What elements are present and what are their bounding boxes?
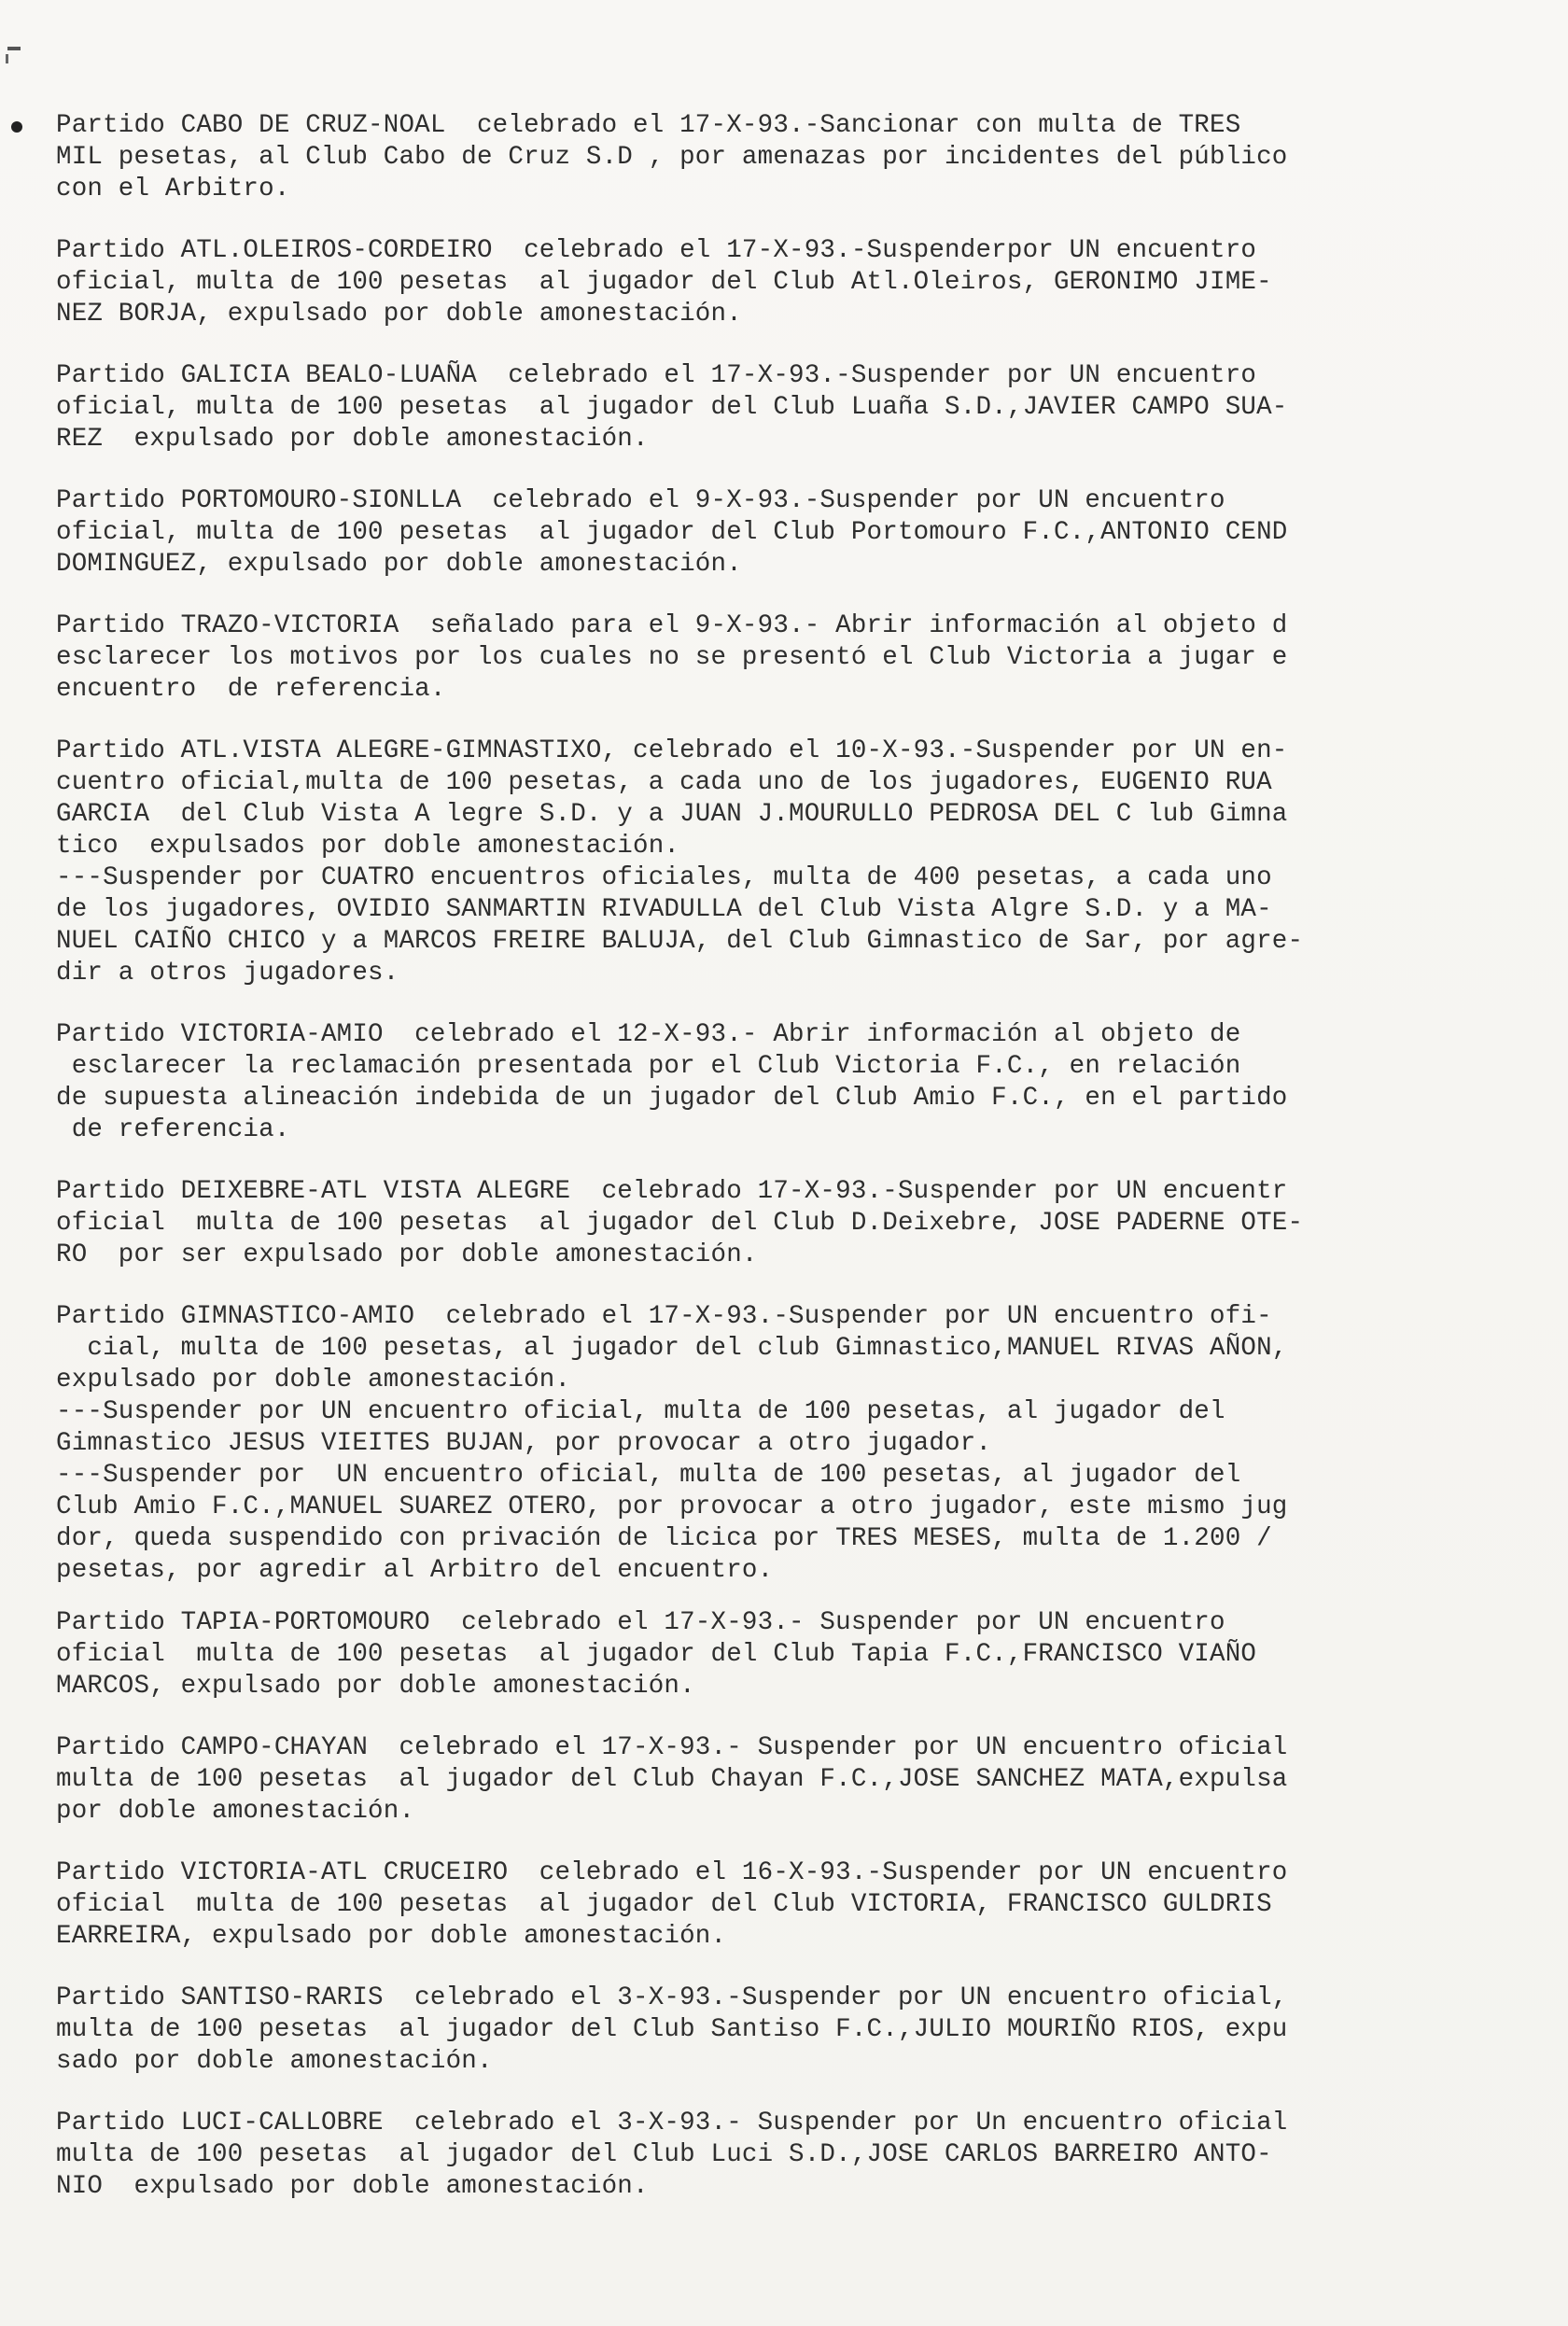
entry-line: Partido TAPIA-PORTOMOURO celebrado el 17-X-93.- Suspender por UN encuentro xyxy=(56,1608,1225,1637)
resolution-entry xyxy=(56,360,1493,455)
resolution-entry xyxy=(56,1019,1493,1146)
resolution-entry xyxy=(56,1732,1493,1828)
entry-line: Partido VICTORIA-AMIO celebrado el 12-X-93.- Abrir información al objeto de xyxy=(56,1020,1241,1049)
resolution-entry xyxy=(56,1301,1493,1587)
entry-line: encuentro de referencia. xyxy=(56,675,446,704)
entry-line: Partido ATL.VISTA ALEGRE-GIMNASTIXO, celebrado el 10-X-93.-Suspender por UN en- xyxy=(56,736,1288,765)
entry-line: Partido LUCI-CALLOBRE celebrado el 3-X-93.- Suspender por Un encuentro oficial xyxy=(56,2109,1288,2137)
entry-line: REZ expulsado por doble amonestación. xyxy=(56,425,649,454)
bullet-mark xyxy=(11,121,22,133)
entry-line: oficial, multa de 100 pesetas al jugador del Club Atl.Oleiros, GERONIMO JIME- xyxy=(56,268,1272,297)
entry-line: cial, multa de 100 pesetas, al jugador del club Gimnastico,MANUEL RIVAS AÑON, xyxy=(56,1334,1288,1363)
resolution-entry xyxy=(56,485,1493,581)
entry-line: Partido ATL.OLEIROS-CORDEIRO celebrado el 17-X-93.-Suspenderpor UN encuentro xyxy=(56,236,1257,265)
entry-line: tico expulsados por doble amonestación. xyxy=(56,832,680,861)
entry-line: Partido VICTORIA-ATL CRUCEIRO celebrado el 16-X-93.-Suspender por UN encuentro xyxy=(56,1858,1288,1887)
entry-line: ---Suspender por UN encuentro oficial, multa de 100 pesetas, al jugador del xyxy=(56,1461,1241,1490)
entry-line: esclarecer los motivos por los cuales no se presentó el Club Victoria a jugar e xyxy=(56,643,1288,672)
entry-line: Partido GALICIA BEALO-LUAÑA celebrado el 17-X-93.-Suspender por UN encuentro xyxy=(56,361,1257,390)
entry-line: ---Suspender por UN encuentro oficial, multa de 100 pesetas, al jugador del xyxy=(56,1397,1225,1426)
entry-line: MARCOS, expulsado por doble amonestación. xyxy=(56,1672,695,1701)
entry-line: oficial multa de 100 pesetas al jugador del Club VICTORIA, FRANCISCO GULDRIS xyxy=(56,1890,1272,1919)
entry-line: Partido CABO DE CRUZ-NOAL celebrado el 17-X-93.-Sancionar con multa de TRES xyxy=(56,111,1241,140)
entry-line: NEZ BORJA, expulsado por doble amonestación. xyxy=(56,300,742,329)
margin-tick xyxy=(6,54,8,63)
typewritten-page xyxy=(56,110,1493,2233)
entry-line: NUEL CAIÑO CHICO y a MARCOS FREIRE BALUJA, del Club Gimnastico de Sar, por agre- xyxy=(56,927,1304,956)
entry-line: MIL pesetas, al Club Cabo de Cruz S.D , por amenazas por incidentes del público xyxy=(56,143,1288,172)
entry-line: de los jugadores, OVIDIO SANMARTIN RIVADULLA del Club Vista Algre S.D. y a MA- xyxy=(56,895,1272,924)
entry-line: Gimnastico JESUS VIEITES BUJAN, por provocar a otro jugador. xyxy=(56,1429,992,1458)
resolution-entry xyxy=(56,610,1493,706)
entry-line: multa de 100 pesetas al jugador del Club Chayan F.C.,JOSE SANCHEZ MATA,expulsa xyxy=(56,1765,1288,1794)
entry-line: Partido DEIXEBRE-ATL VISTA ALEGRE celebrado 17-X-93.-Suspender por UN encuentr xyxy=(56,1177,1288,1206)
entry-line: Partido CAMPO-CHAYAN celebrado el 17-X-93.- Suspender por UN encuentro oficial xyxy=(56,1733,1288,1762)
entry-line: oficial, multa de 100 pesetas al jugador del Club Portomouro F.C.,ANTONIO CEND xyxy=(56,518,1288,547)
entry-line: de supuesta alineación indebida de un jugador del Club Amio F.C., en el partido xyxy=(56,1084,1288,1113)
resolution-entry xyxy=(56,736,1493,989)
entry-line: oficial multa de 100 pesetas al jugador del Club D.Deixebre, JOSE PADERNE OTE- xyxy=(56,1209,1304,1238)
entry-line: de referencia. xyxy=(56,1115,290,1144)
entry-line: oficial, multa de 100 pesetas al jugador del Club Luaña S.D.,JAVIER CAMPO SUA- xyxy=(56,393,1288,422)
resolution-entry xyxy=(56,1607,1493,1702)
resolution-entry xyxy=(56,1176,1493,1271)
entry-line: dir a otros jugadores. xyxy=(56,959,399,988)
entry-line: Partido SANTISO-RARIS celebrado el 3-X-93.-Suspender por UN encuentro oficial, xyxy=(56,1983,1288,2012)
entry-line: esclarecer la reclamación presentada por el Club Victoria F.C., en relación xyxy=(56,1052,1241,1081)
entry-line: cuentro oficial,multa de 100 pesetas, a cada uno de los jugadores, EUGENIO RUA xyxy=(56,768,1272,797)
entry-line: RO por ser expulsado por doble amonestación. xyxy=(56,1240,758,1269)
resolution-entry xyxy=(56,2108,1493,2203)
margin-dash xyxy=(7,47,21,50)
entry-line: pesetas, por agredir al Arbitro del encuentro. xyxy=(56,1556,774,1585)
entry-line: multa de 100 pesetas al jugador del Club Santiso F.C.,JULIO MOURIÑO RIOS, expu xyxy=(56,2015,1288,2044)
entry-line: expulsado por doble amonestación. xyxy=(56,1366,571,1394)
resolution-entry xyxy=(56,1857,1493,1953)
entry-line: Partido PORTOMOURO-SIONLLA celebrado el 9-X-93.-Suspender por UN encuentro xyxy=(56,486,1225,515)
entry-line: Club Amio F.C.,MANUEL SUAREZ OTERO, por provocar a otro jugador, este mismo jug xyxy=(56,1492,1288,1521)
entry-line: EARREIRA, expulsado por doble amonestación. xyxy=(56,1922,727,1951)
entry-line: Partido GIMNASTICO-AMIO celebrado el 17-X-93.-Suspender por UN encuentro ofi- xyxy=(56,1302,1272,1331)
resolution-entry xyxy=(56,235,1493,330)
entry-line: dor, queda suspendido con privación de licica por TRES MESES, multa de 1.200 / xyxy=(56,1524,1272,1553)
entry-line: oficial multa de 100 pesetas al jugador del Club Tapia F.C.,FRANCISCO VIAÑO xyxy=(56,1640,1257,1669)
resolution-entry xyxy=(56,110,1493,205)
entry-line: GARCIA del Club Vista A legre S.D. y a JUAN J.MOURULLO PEDROSA DEL C lub Gimna xyxy=(56,800,1288,829)
entry-line: DOMINGUEZ, expulsado por doble amonestación. xyxy=(56,550,742,579)
entry-line: sado por doble amonestación. xyxy=(56,2047,493,2076)
entry-line: Partido TRAZO-VICTORIA señalado para el 9-X-93.- Abrir información al objeto d xyxy=(56,611,1288,640)
entry-line: por doble amonestación. xyxy=(56,1797,415,1826)
entry-line: NIO expulsado por doble amonestación. xyxy=(56,2172,649,2201)
entry-line: con el Arbitro. xyxy=(56,175,290,203)
entry-line: multa de 100 pesetas al jugador del Club Luci S.D.,JOSE CARLOS BARREIRO ANTO- xyxy=(56,2140,1272,2169)
resolution-entry xyxy=(56,1983,1493,2078)
entry-line: ---Suspender por CUATRO encuentros oficiales, multa de 400 pesetas, a cada uno xyxy=(56,863,1272,892)
